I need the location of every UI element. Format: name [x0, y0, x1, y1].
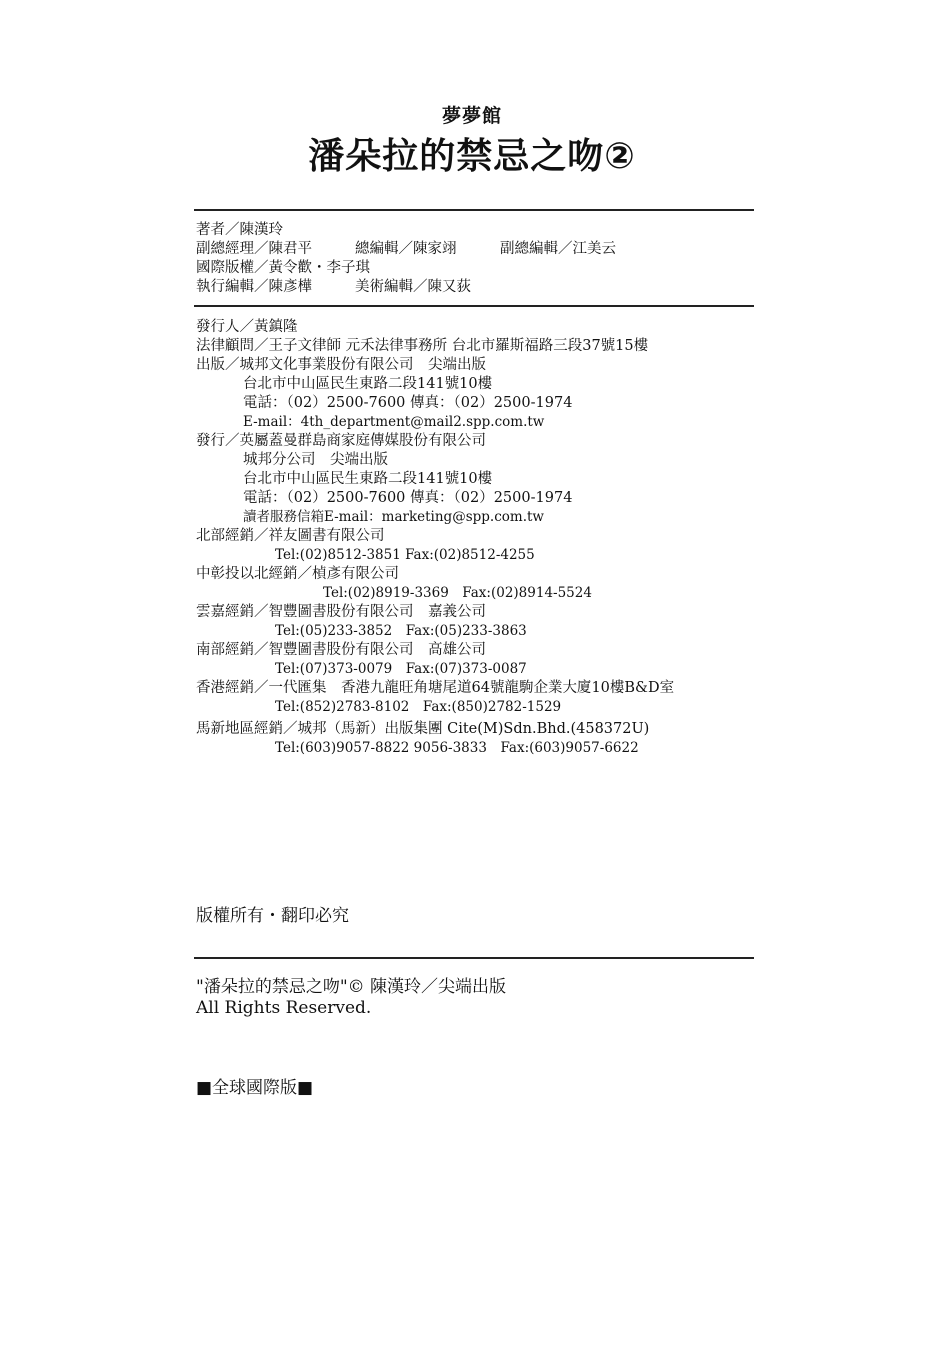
north-distributor-tel: Tel:(02)8512-3851 Fax:(02)8512-4255	[275, 547, 535, 563]
distributor-address: 台北市中山區民生東路二段141號10樓	[243, 471, 493, 487]
reader-service-email: 讀者服務信箱E-mail：marketing@spp.com.tw	[243, 509, 544, 525]
book-title: 潘朵拉的禁忌之吻②	[308, 136, 636, 177]
distributor-phone: 電話：（02）2500-7600 傳真：（02）2500-1974	[243, 490, 573, 506]
divider-bottom	[194, 957, 754, 959]
author-credit: 著者／陳漢玲	[196, 222, 283, 238]
south-distributor-tel: Tel:(07)373-0079 Fax:(07)373-0087	[275, 661, 527, 677]
divider-top	[194, 209, 754, 211]
hongkong-distributor: 香港經銷／一代匯集 香港九龍旺角塘尾道64號龍駒企業大廈10樓B&D室	[196, 680, 675, 696]
malaysia-distributor-tel: Tel:(603)9057-8822 9056-3833 Fax:(603)9057-6622	[275, 740, 639, 756]
intl-rights-credit: 國際版權／黃令歡・李子琪	[196, 260, 370, 276]
publishing-email: E-mail：4th_department@mail2.spp.com.tw	[243, 414, 545, 430]
legal-counsel-line: 法律顧問／王子文律師 元禾法律事務所 台北市羅斯福路三段37號15樓	[196, 338, 649, 354]
south-distributor: 南部經銷／智豐圖書股份有限公司 高雄公司	[196, 642, 486, 658]
publishing-address: 台北市中山區民生東路二段141號10樓	[243, 376, 493, 392]
distributor-branch: 城邦分公司 尖端出版	[243, 452, 388, 468]
central-distributor-tel: Tel:(02)8919-3369 Fax:(02)8914-5524	[323, 585, 592, 601]
edition-label: ■全球國際版■	[196, 1078, 314, 1098]
yunjia-distributor: 雲嘉經銷／智豐圖書股份有限公司 嘉義公司	[196, 604, 486, 620]
deputy-chief-editor-credit: 副總編輯／江美云	[500, 241, 616, 257]
central-distributor: 中彰投以北經銷／楨彥有限公司	[196, 566, 399, 582]
chief-editor-credit: 總編輯／陳家翊	[355, 241, 457, 257]
rights-reserved: All Rights Reserved.	[196, 998, 372, 1018]
series-name: 夢夢館	[441, 105, 502, 127]
copyright-notice: 版權所有・翻印必究	[196, 906, 349, 926]
distributor-line: 發行／英屬蓋曼群島商家庭傳媒股份有限公司	[196, 433, 486, 449]
deputy-gm-credit: 副總經理／陳君平	[196, 241, 312, 257]
copyright-line: "潘朵拉的禁忌之吻"© 陳漢玲／尖端出版	[196, 977, 507, 997]
art-editor-credit: 美術編輯／陳又荻	[355, 279, 471, 295]
divider-middle	[194, 305, 754, 307]
publisher-line: 發行人／黃鎮隆	[196, 319, 298, 335]
hongkong-distributor-tel: Tel:(852)2783-8102 Fax:(850)2782-1529	[275, 699, 562, 715]
north-distributor: 北部經銷／祥友圖書有限公司	[196, 528, 385, 544]
publishing-phone: 電話：（02）2500-7600 傳真：（02）2500-1974	[243, 395, 573, 411]
yunjia-distributor-tel: Tel:(05)233-3852 Fax:(05)233-3863	[275, 623, 527, 639]
exec-editor-credit: 執行編輯／陳彥樺	[196, 279, 312, 295]
malaysia-distributor: 馬新地區經銷／城邦（馬新）出版集團 Cite(M)Sdn.Bhd.(458372U)	[196, 721, 650, 737]
publishing-company-line: 出版／城邦文化事業股份有限公司 尖端出版	[196, 357, 486, 373]
